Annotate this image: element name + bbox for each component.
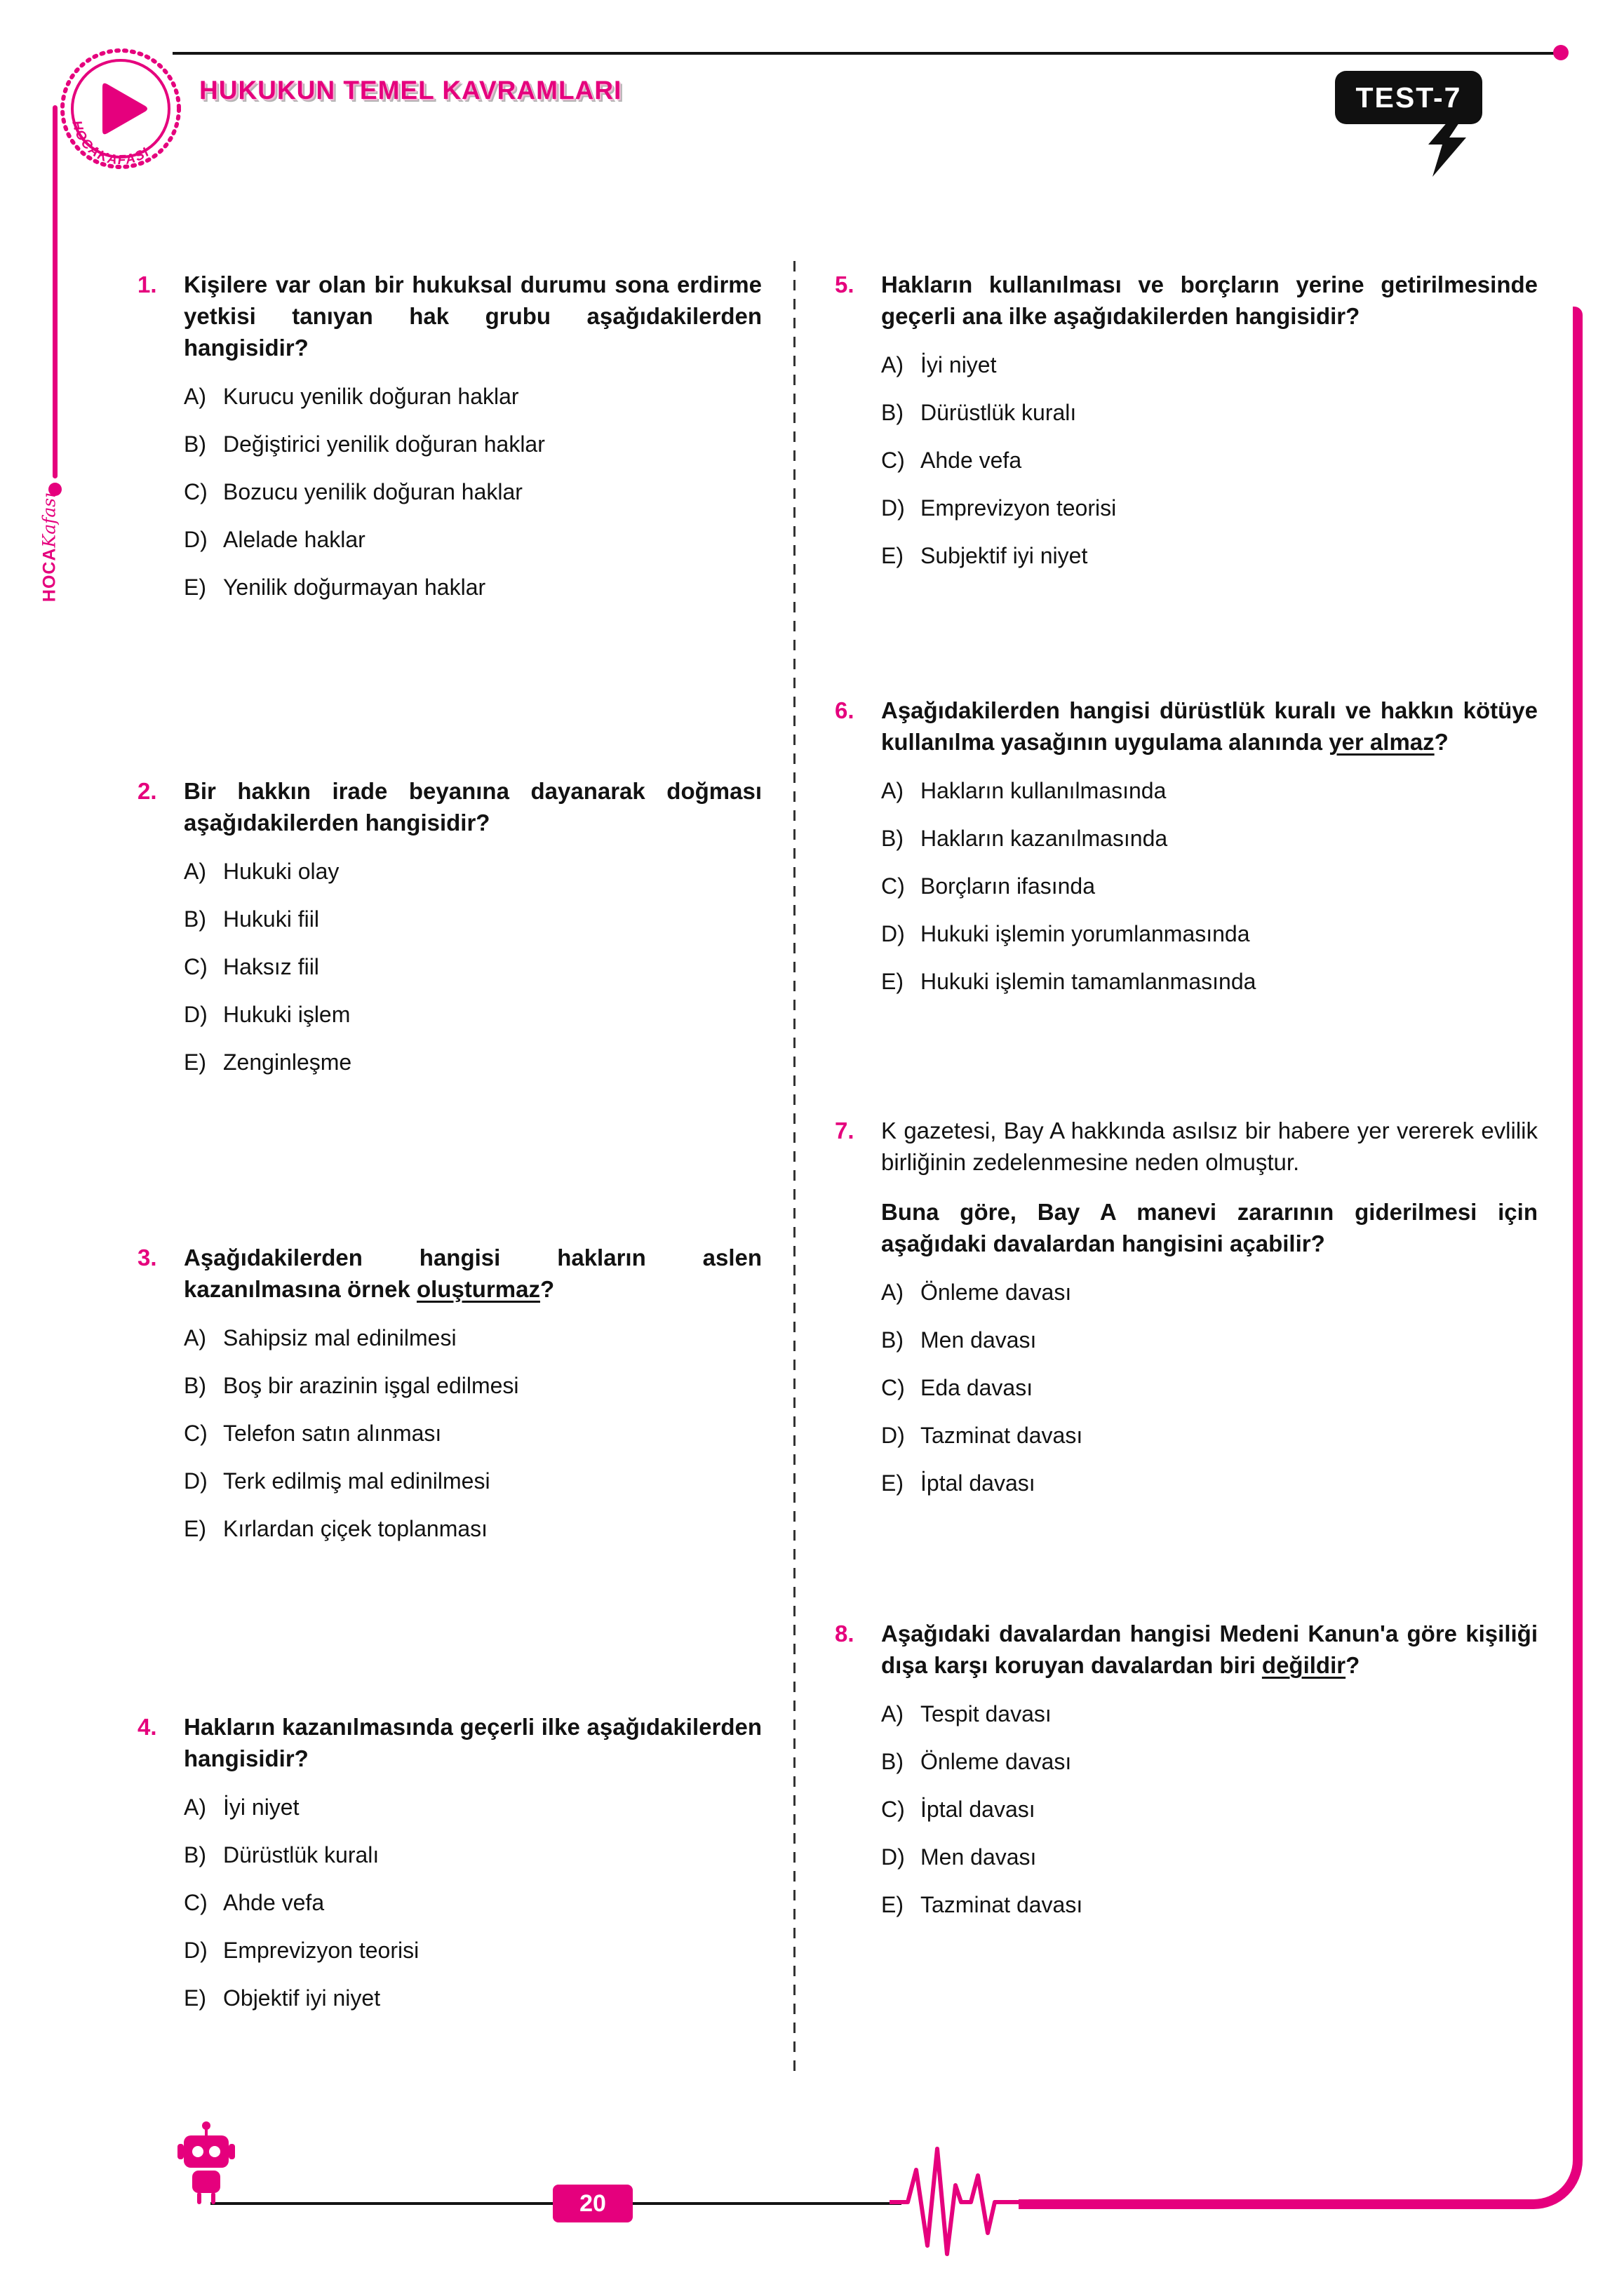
answer-option (184, 1049, 762, 1076)
option-text: Kurucu yenilik doğuran haklar (223, 384, 519, 409)
answer-option (881, 1279, 1538, 1306)
option-text: Hukuki olay (223, 859, 340, 884)
question-stem: Aşağıdaki davalardan hangisi Medeni Kanun'a göre kişiliği dışa karşı koruyan davalardan biri değildir? (881, 1621, 1538, 1678)
test-badge: TEST-7 (1335, 71, 1482, 124)
question-options (881, 777, 1538, 995)
option-letter: A) (184, 1325, 206, 1350)
option-letter: A) (881, 352, 904, 377)
option-text: Men davası (920, 1844, 1037, 1870)
question-options (881, 1701, 1538, 1919)
answer-option (184, 478, 762, 506)
column-divider (793, 261, 796, 2075)
option-text: Telefon satın alınması (223, 1421, 442, 1446)
option-text: Ahde vefa (920, 448, 1022, 473)
option-letter: B) (184, 431, 206, 457)
answer-option (184, 858, 762, 885)
question-options (184, 1794, 762, 2012)
page-title: HUKUKUN TEMEL KAVRAMLARI (199, 76, 622, 105)
question-head (835, 269, 1538, 332)
option-letter: B) (184, 906, 206, 932)
question-options (184, 383, 762, 601)
answer-option (881, 1327, 1538, 1354)
option-letter: C) (881, 873, 905, 899)
option-letter: D) (881, 1844, 905, 1870)
answer-option (881, 1748, 1538, 1776)
answer-option (881, 920, 1538, 948)
answer-option (881, 873, 1538, 900)
option-text: Hakların kullanılmasında (920, 778, 1167, 803)
option-letter: E) (184, 1516, 206, 1541)
answer-option (184, 431, 762, 458)
answer-option (184, 1889, 762, 1917)
answer-option (184, 1001, 762, 1028)
answer-option (881, 1796, 1538, 1823)
option-text: Men davası (920, 1327, 1037, 1353)
answer-option (184, 1468, 762, 1495)
option-letter: E) (184, 1985, 206, 2011)
question-options (184, 858, 762, 1076)
option-letter: C) (184, 954, 208, 979)
option-text: Değiştirici yenilik doğuran haklar (223, 431, 545, 457)
option-letter: B) (881, 1327, 904, 1353)
option-text: Boş bir arazinin işgal edilmesi (223, 1373, 519, 1398)
option-letter: D) (881, 495, 905, 521)
answer-option (184, 906, 762, 933)
option-text: Kırlardan çiçek toplanması (223, 1516, 488, 1541)
option-text: Alelade haklar (223, 527, 365, 552)
question-head (835, 695, 1538, 758)
logo-curved-text: HOCAKAFASI (69, 119, 153, 168)
answer-option (184, 574, 762, 601)
question-options (881, 351, 1538, 570)
question-head (835, 1115, 1538, 1259)
option-letter: C) (881, 1375, 905, 1400)
question (137, 775, 762, 1076)
answer-option (881, 1891, 1538, 1919)
side-brand-primary: HOCA (39, 547, 60, 603)
question-options (881, 1279, 1538, 1497)
question (835, 1115, 1538, 1497)
answer-option (881, 1470, 1538, 1497)
heartbeat-line-icon (890, 2142, 1030, 2265)
answer-option (184, 1937, 762, 1964)
question-head (137, 1711, 762, 1774)
answer-option (881, 1374, 1538, 1402)
question-options (184, 1324, 762, 1543)
option-letter: C) (184, 1890, 208, 1915)
option-text: Hukuki işlem (223, 1002, 351, 1027)
question-head (835, 1618, 1538, 1681)
option-letter: B) (184, 1842, 206, 1867)
question-number: 2. (137, 778, 157, 804)
top-border-line (173, 52, 1557, 55)
option-text: Emprevizyon teorisi (223, 1938, 420, 1963)
lightning-icon (1423, 116, 1472, 178)
option-text: İptal davası (920, 1797, 1035, 1822)
option-letter: A) (881, 1280, 904, 1305)
option-text: Hukuki işlemin tamamlanmasında (920, 969, 1256, 994)
page-number-badge: 20 (553, 2185, 633, 2222)
answer-option (881, 777, 1538, 805)
option-text: Terk edilmiş mal edinilmesi (223, 1468, 490, 1494)
answer-option (184, 1985, 762, 2012)
option-letter: D) (184, 1468, 208, 1494)
answer-option (881, 968, 1538, 995)
answer-option (184, 1420, 762, 1447)
option-letter: E) (881, 1470, 904, 1496)
answer-option (184, 953, 762, 981)
answer-option (881, 1422, 1538, 1449)
question-head (137, 1242, 762, 1305)
side-brand-secondary: Kafası (39, 492, 60, 548)
left-accent-line (53, 105, 58, 478)
question-stem: Hakların kazanılmasında geçerli ilke aşağıdakilerden hangisidir? (184, 1714, 762, 1771)
option-text: Zenginleşme (223, 1049, 352, 1075)
question-number: 1. (137, 271, 157, 297)
option-letter: C) (184, 1421, 208, 1446)
option-text: Hukuki fiil (223, 906, 319, 932)
answer-option (881, 1844, 1538, 1871)
question-number: 7. (835, 1118, 854, 1144)
answer-option (184, 1515, 762, 1543)
question-number: 3. (137, 1245, 157, 1270)
option-letter: A) (881, 1701, 904, 1726)
question-number: 8. (835, 1621, 854, 1646)
answer-option (184, 1794, 762, 1821)
option-text: Ahde vefa (223, 1890, 325, 1915)
option-text: Hukuki işlemin yorumlanmasında (920, 921, 1250, 946)
option-text: Borçların ifasında (920, 873, 1096, 899)
option-letter: D) (184, 1938, 208, 1963)
question-stem: Bir hakkın irade beyanına dayanarak doğması aşağıdakilerden hangisidir? (184, 778, 762, 836)
column-left (137, 269, 762, 2012)
option-text: Tazminat davası (920, 1423, 1083, 1448)
answer-option (881, 825, 1538, 852)
option-letter: E) (881, 543, 904, 568)
top-line-end-dot (1553, 45, 1569, 60)
option-letter: C) (184, 479, 208, 504)
question (835, 1618, 1538, 1919)
option-text: Dürüstlük kuralı (223, 1842, 380, 1867)
side-brand-logo (39, 490, 60, 605)
option-text: Subjektif iyi niyet (920, 543, 1088, 568)
option-text: Emprevizyon teorisi (920, 495, 1117, 521)
option-text: Tazminat davası (920, 1892, 1083, 1917)
robot-mascot-icon (174, 2120, 239, 2204)
option-letter: A) (881, 778, 904, 803)
option-letter: E) (881, 969, 904, 994)
question-stem: Kişilere var olan bir hukuksal durumu sona erdirme yetkisi tanıyan hak grubu aşağıdakilerden hangisidir? (184, 271, 762, 361)
option-text: Yenilik doğurmayan haklar (223, 575, 486, 600)
answer-option (881, 447, 1538, 474)
option-letter: B) (881, 826, 904, 851)
question (137, 1711, 762, 2012)
question-head (137, 269, 762, 363)
option-text: Önleme davası (920, 1280, 1072, 1305)
option-letter: D) (881, 921, 905, 946)
option-letter: A) (184, 1795, 206, 1820)
option-text: İyi niyet (920, 352, 997, 377)
question-stem: Aşağıdakilerden hangisi dürüstlük kuralı ve hakkın kötüye kullanılma yasağının uygulama alanında yer almaz? (881, 697, 1538, 755)
question-stem: Aşağıdakilerden hangisi hakların aslen kazanılmasına örnek oluşturmaz? (184, 1245, 762, 1302)
option-letter: D) (184, 527, 208, 552)
option-letter: B) (881, 1749, 904, 1774)
question-stem: Hakların kullanılması ve borçların yerine getirilmesinde geçerli ana ilke aşağıdakilerden hangisidir? (881, 271, 1538, 329)
option-letter: B) (184, 1373, 206, 1398)
question (137, 269, 762, 601)
option-text: Hakların kazanılmasında (920, 826, 1168, 851)
option-text: Objektif iyi niyet (223, 1985, 381, 2011)
question (137, 1242, 762, 1543)
answer-option (184, 1842, 762, 1869)
question-number: 4. (137, 1714, 157, 1740)
answer-option (881, 1701, 1538, 1728)
question-number: 5. (835, 271, 854, 297)
hoca-kafasi-logo (58, 46, 183, 171)
answer-option (184, 1372, 762, 1400)
answer-option (881, 542, 1538, 570)
answer-option (881, 399, 1538, 427)
answer-option (881, 351, 1538, 379)
option-letter: D) (184, 1002, 208, 1027)
answer-option (184, 383, 762, 410)
option-text: Eda davası (920, 1375, 1033, 1400)
option-letter: D) (881, 1423, 905, 1448)
option-letter: A) (184, 384, 206, 409)
option-text: Sahipsiz mal edinilmesi (223, 1325, 457, 1350)
option-letter: C) (881, 448, 905, 473)
option-letter: A) (184, 859, 206, 884)
question (835, 269, 1538, 570)
option-letter: E) (184, 575, 206, 600)
option-letter: C) (881, 1797, 905, 1822)
option-text: İptal davası (920, 1470, 1035, 1496)
option-text: İyi niyet (223, 1795, 300, 1820)
column-right (835, 269, 1538, 1919)
option-text: Önleme davası (920, 1749, 1072, 1774)
option-letter: B) (881, 400, 904, 425)
answer-option (881, 495, 1538, 522)
logo-graphic (58, 46, 183, 171)
option-letter: E) (881, 1892, 904, 1917)
question-number: 6. (835, 697, 854, 723)
option-text: Dürüstlük kuralı (920, 400, 1077, 425)
option-letter: E) (184, 1049, 206, 1075)
answer-option (184, 526, 762, 554)
question-head (137, 775, 762, 838)
question-stem: K gazetesi, Bay A hakkında asılsız bir habere yer vererek evlilik birliğinin zedelenmesine neden olmuştur. Buna göre, Bay A manevi zararının giderilmesi için aşağıdaki davalardan hangisini açabilir? (881, 1118, 1538, 1256)
option-text: Tespit davası (920, 1701, 1052, 1726)
answer-option (184, 1324, 762, 1352)
option-text: Bozucu yenilik doğuran haklar (223, 479, 523, 504)
option-text: Haksız fiil (223, 954, 319, 979)
question (835, 695, 1538, 995)
